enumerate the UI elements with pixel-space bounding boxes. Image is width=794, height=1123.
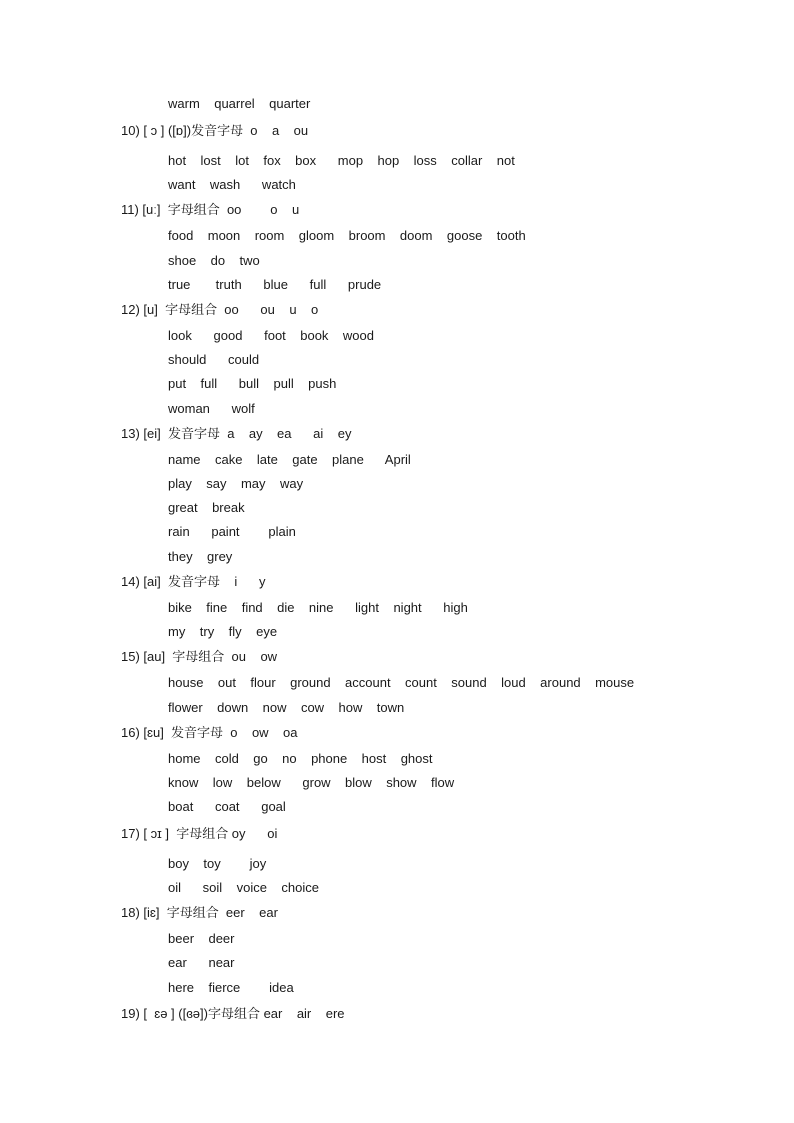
- word-line-12-4: woman wolf: [168, 401, 255, 416]
- word-line-15-2: flower down now cow how town: [168, 700, 405, 715]
- word-line-18-2: ear near: [168, 955, 235, 970]
- word-line-13-5: they grey: [168, 549, 233, 564]
- word-line-10-2: want wash watch: [168, 177, 296, 192]
- word-line-14-1: bike fine find die nine light night high: [168, 600, 468, 615]
- word-line-16-3: boat coat goal: [168, 799, 286, 814]
- word-line-10-intro: warm quarrel quarter: [168, 96, 311, 111]
- section-heading-16: 16) [ɛu] 发音字母 o ow oa: [121, 725, 298, 740]
- section-heading-18: 18) [iɛ] 字母组合 eer ear: [121, 905, 278, 920]
- word-line-11-2: shoe do two: [168, 253, 260, 268]
- word-line-13-4: rain paint plain: [168, 524, 296, 539]
- word-line-16-2: know low below grow blow show flow: [168, 775, 455, 790]
- section-heading-11: 11) [uː] 字母组合 oo o u: [121, 202, 300, 217]
- word-line-13-1: name cake late gate plane April: [168, 452, 411, 467]
- word-line-10-1: hot lost lot fox box mop hop loss collar not: [168, 153, 515, 168]
- word-line-15-1: house out flour ground account count sound loud around mouse: [168, 675, 635, 690]
- section-heading-13: 13) [ei] 发音字母 a ay ea ai ey: [121, 426, 352, 441]
- word-line-18-3: here fierce idea: [168, 980, 294, 995]
- word-line-13-3: great break: [168, 500, 245, 515]
- word-line-17-2: oil soil voice choice: [168, 880, 320, 895]
- word-line-12-1: look good foot book wood: [168, 328, 374, 343]
- word-line-13-2: play say may way: [168, 476, 304, 491]
- word-line-14-2: my try fly eye: [168, 624, 278, 639]
- word-line-17-1: boy toy joy: [168, 856, 267, 871]
- section-heading-12: 12) [u] 字母组合 oo ou u o: [121, 302, 319, 317]
- word-line-11-1: food moon room gloom broom doom goose tooth: [168, 228, 526, 243]
- word-line-11-3: true truth blue full prude: [168, 277, 382, 292]
- word-line-18-1: beer deer: [168, 931, 235, 946]
- section-heading-14: 14) [ai] 发音字母 i y: [121, 574, 266, 589]
- section-heading-19: 19) [ ɛə ] ([ɞə])字母组合 ear air ere: [121, 1006, 345, 1021]
- word-line-12-2: should could: [168, 352, 260, 367]
- section-heading-10: 10) [ ɔ ] ([ɒ])发音字母 o a ou: [121, 123, 309, 138]
- word-line-16-1: home cold go no phone host ghost: [168, 751, 433, 766]
- section-heading-15: 15) [au] 字母组合 ou ow: [121, 649, 278, 664]
- word-line-12-3: put full bull pull push: [168, 376, 337, 391]
- section-heading-17: 17) [ ɔɪ ] 字母组合 oy oi: [121, 826, 278, 841]
